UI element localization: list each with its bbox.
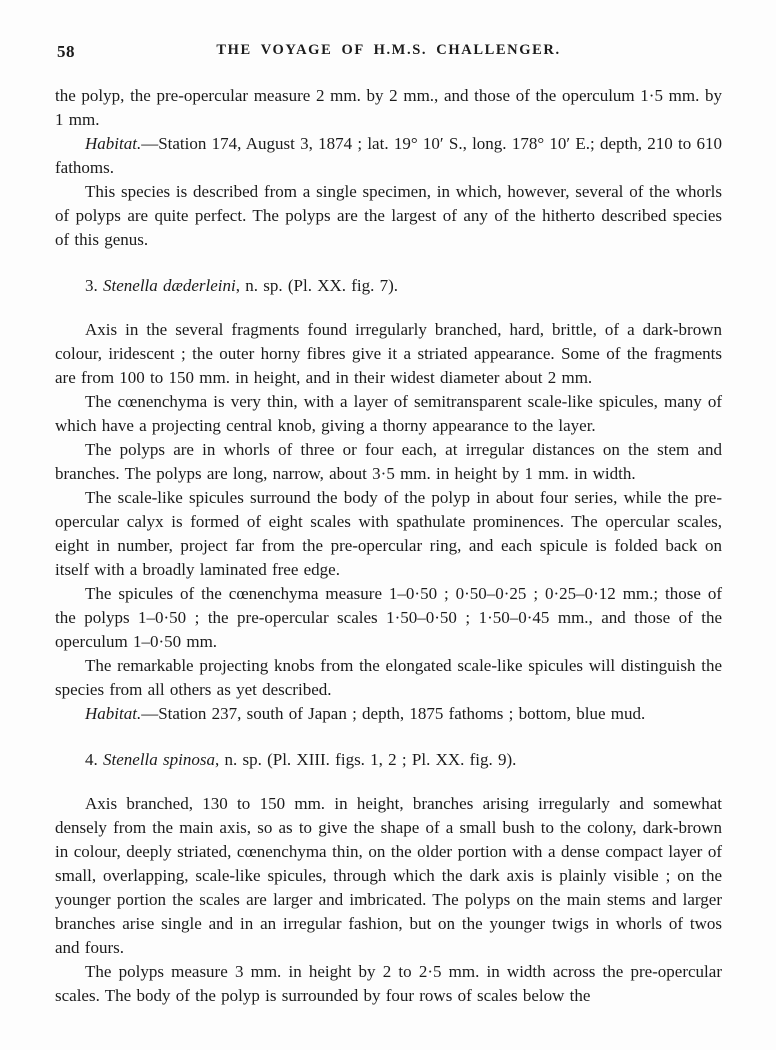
paragraph-spicule-measures: The spicules of the cœnenchyma measure 1–0·50 ; 0·50–0·25 ; 0·25–0·12 mm.; those of the polyps 1–0·50 ; the pre-opercular scales 1·50–0·50 ; 1·50–0·45 mm., and those of the operculum 1–0·50 mm. <box>55 584 722 651</box>
heading-number: 4. <box>85 750 103 769</box>
paragraph-scale-spicules: The scale-like spicules surround the body of the polyp in about four series, while the pre-opercular calyx is formed of eight scales with spathulate prominences. The opercular scales, eight in number, project far from the pre-opercular ring, and each spicule is folded back on itself with a broadly laminated free edge. <box>55 488 722 579</box>
habitat-paragraph-station-174 <box>55 132 722 180</box>
paragraph-axis-branched: Axis branched, 130 to 150 mm. in height, branches arising irregularly and somewhat densely from the main axis, so as to give the shape of a small bush to the colony, dark-brown in colour, deeply striated, cœnenchyma thin, on the older portion with a dense compact layer of small, overlapping, scale-like spicules, through which the dark axis is plainly visible ; on the younger portion the scales are larger and imbricated. The polyps on the main stems and larger branches arise single and in an irregular fashion, but on the younger twigs in whorls of twos and fours. <box>55 794 722 957</box>
paragraph-polyp-whorls: The polyps are in whorls of three or four each, at irregular distances on the stem and branches. The polyps are long, narrow, about 3·5 mm. in height by 1 mm. in width. <box>55 440 722 483</box>
heading-reference: , n. sp. (Pl. XIII. figs. 1, 2 ; Pl. XX. fig. 9). <box>214 750 517 769</box>
running-title: THE VOYAGE OF H.M.S. CHALLENGER. <box>216 42 561 58</box>
heading-reference: , n. sp. (Pl. XX. fig. 7). <box>235 276 399 295</box>
paragraph-single-specimen: This species is described from a single specimen, in which, however, several of the whorls of polyps are quite perfect. The polyps are the largest of any of the hitherto described species of this genus. <box>55 182 722 249</box>
species-name: Stenella spinosa <box>103 750 215 769</box>
page-number: 58 <box>57 42 75 61</box>
paragraph-projecting-knobs: The remarkable projecting knobs from the elongated scale-like spicules will distinguish the species from all others as yet described. <box>55 656 722 699</box>
habitat-text: —Station 237, south of Japan ; depth, 1875 fathoms ; bottom, blue mud. <box>141 704 646 723</box>
habitat-label: Habitat. <box>85 704 142 723</box>
paragraph-polyps-measure: The polyps measure 3 mm. in height by 2 to 2·5 mm. in width across the pre-opercular scales. The body of the polyp is surrounded by four rows of scales below the <box>55 962 722 1005</box>
page-header <box>55 42 722 66</box>
paragraph-coenenchyma: The cœnenchyma is very thin, with a layer of semitransparent scale-like spicules, many of which have a projecting central knob, giving a thorny appearance to the layer. <box>55 392 722 435</box>
habitat-text: —Station 174, August 3, 1874 ; lat. 19° 10′ S., long. 178° 10′ E.; depth, 210 to 610 fathoms. <box>55 134 722 177</box>
heading-number: 3. <box>85 276 103 295</box>
species-heading-stenella-daederleini <box>55 274 722 298</box>
species-heading-stenella-spinosa <box>55 748 722 772</box>
paragraph-axis-fragments: Axis in the several fragments found irregularly branched, hard, brittle, of a dark-brown colour, iridescent ; the outer horny fibres give it a striated appearance. Some of the fragments are from 100 to 150 mm. in height, and in their widest diameter about 2 mm. <box>55 320 722 387</box>
text-block <box>55 84 722 1008</box>
habitat-paragraph-station-237 <box>55 702 722 726</box>
habitat-label: Habitat. <box>85 134 142 153</box>
paragraph-continuation: the polyp, the pre-opercular measure 2 mm. by 2 mm., and those of the operculum 1·5 mm. by 1 mm. <box>55 86 722 129</box>
species-name: Stenella dæderleini <box>103 276 236 295</box>
